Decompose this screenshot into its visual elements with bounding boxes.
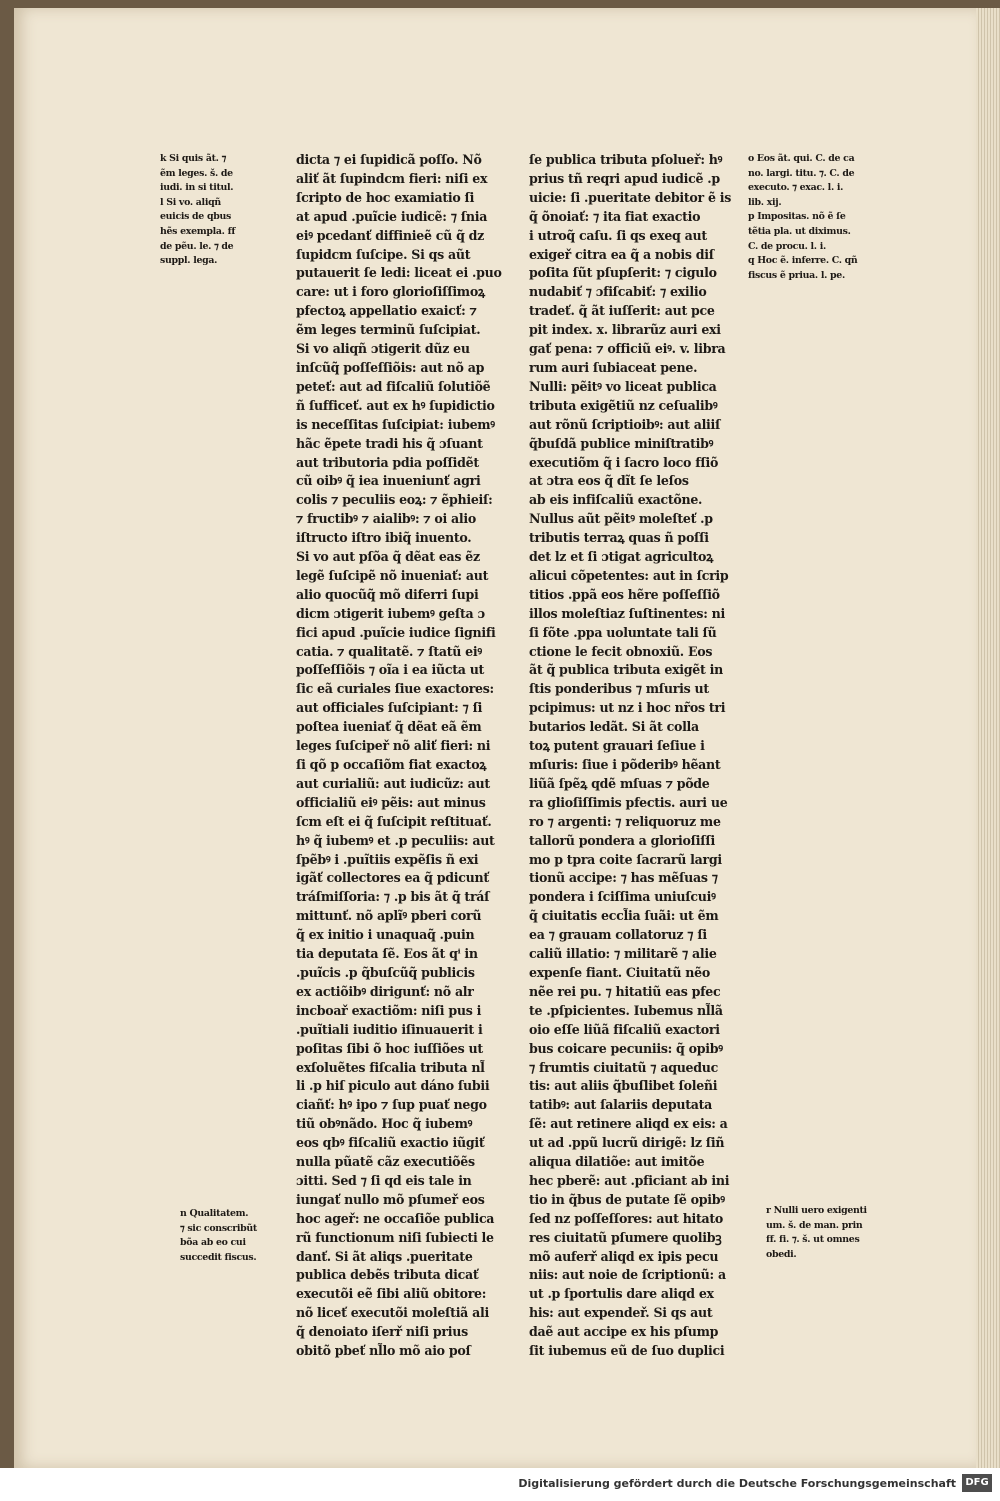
text-line: ff. fi. ⁊. š. ut omnes	[766, 1234, 860, 1246]
text-line: gať pena: ⁊ officiũ eiꝰ. v. libra	[529, 341, 726, 357]
text-line: poſita ſũt pſupſerit: ⁊ cigulo	[529, 265, 717, 281]
text-line: care: ut i foro glorioſiſſimoꝝ	[296, 284, 485, 300]
text-line: euicis de qbus	[160, 211, 231, 223]
text-line: butarios ledãt. Si ãt colla	[529, 719, 699, 735]
text-line: tatibꝰ: aut ſalariis deputata	[529, 1097, 712, 1113]
text-line: li .p hiſ piculo aut dáno ſubii	[296, 1078, 490, 1094]
text-line: ɔitti. Sed ⁊ ſi qd eis tale in	[296, 1172, 472, 1188]
text-line: illos moleſtiaz ſuſtinentes: ni	[529, 605, 725, 621]
text-line: putauerit ſe ledi: liceat ei .puo	[296, 265, 502, 281]
text-line: lib. xij.	[748, 196, 782, 208]
text-line: mittunť. nõ aplĩꝰ pberi corũ	[296, 908, 482, 924]
text-line: ãt q̃ publica tributa exigẽt in	[529, 662, 723, 678]
text-line: bõa ab eo cui	[180, 1237, 246, 1249]
text-line: tallorũ pondera a glorioſiſſi	[529, 832, 715, 848]
text-line: executiõm q̃ i ſacro loco fſiõ	[529, 454, 719, 470]
text-line: nulla pũatẽ cãz executiõẽs	[296, 1154, 475, 1170]
text-line: expenſe fiant. Ciuitatũ nẽo	[529, 964, 710, 980]
text-line: aliť ãt ſupindcm fieri: niſi ex	[296, 170, 488, 186]
text-line: tributa exigẽtiũ nz ceſualibꝰ	[529, 397, 718, 413]
text-line: caliũ illatio: ⁊ militarẽ ⁊ alie	[529, 946, 717, 962]
text-line: eos qbꝰ fiſcaliũ exactio iũgiť	[296, 1135, 485, 1151]
text-line: hec pberẽ: aut .pficiant ab ini	[529, 1172, 730, 1188]
text-line: ut ad .ppũ lucrũ dirigẽ: lz ſiñ	[529, 1135, 725, 1151]
text-line: ſe publica tributa pſolueř: hꝰ	[529, 152, 723, 167]
text-line: iungať nullo mõ pſumeř eos	[296, 1191, 485, 1207]
text-line: q̃ ciuitatis eccl̃ia ſuãi: ut ẽm	[529, 908, 719, 924]
text-line: pfectoꝝ appellatio exaicť: ⁊	[296, 303, 477, 319]
text-line: pondera i ſciſſima uniuſcuiꝰ	[529, 889, 716, 905]
margin-note-right-top	[748, 152, 898, 283]
text-line: dicta ⁊ ei ſupidicã poſſo. Nõ	[296, 152, 482, 167]
text-line: tráſmiſſoria: ⁊ .p bis ãt q̃ tráſ	[296, 889, 490, 905]
margin-note-right-bottom	[766, 1204, 916, 1262]
text-line: leges ſuſcipeř nõ aliť fieri: ni	[296, 738, 491, 754]
text-line: res ciuitatũ pſumere quolibꝫ	[529, 1229, 722, 1245]
text-line: bus coicare pecuniis: q̃ opibꝰ	[529, 1040, 723, 1056]
text-line: pit index. x. librarũz auri exi	[529, 322, 721, 338]
text-line: ẽm leges terminũ ſuſcipiat.	[296, 322, 481, 338]
text-line: colis ⁊ peculiis eoꝝ: ⁊ ẽphieiſ:	[296, 492, 493, 508]
text-line: dicm ɔtigerit iubemꝰ geſta ɔ	[296, 605, 485, 621]
text-line: p Impositas. nõ ẽ ſe	[748, 211, 846, 223]
text-line: mſuris: ſiue i põderibꝰ hẽant	[529, 757, 721, 772]
text-line: ſi fõte .ppa uoluntate tali ſũ	[529, 624, 717, 640]
text-line: nẽe rei pu. ⁊ hitatiũ eas pfec	[529, 983, 721, 999]
text-line: q̃ ex initio i unaquaq̃ .puin	[296, 927, 475, 943]
text-line: hãc ẽpete tradi his q̃ ɔſuant	[296, 435, 483, 451]
text-line: aut tributoria pdia poſſidẽt	[296, 454, 479, 470]
text-line: ⁊ fructibꝰ ⁊ aialibꝰ: ⁊ oi alio	[296, 511, 476, 527]
text-line: eiꝰ pcedanť diffinieẽ cũ q̃ dz	[296, 227, 485, 243]
text-line: poſitas ſibi õ hoc iuſſiões ut	[296, 1040, 483, 1056]
text-line: oio eſſe liũã fiſcaliũ exactori	[529, 1021, 720, 1037]
text-line: nõ liceť executõi moleſtiã ali	[296, 1305, 489, 1321]
text-line: cũ oibꝰ q̃ iea inueniunť agri	[296, 473, 481, 489]
text-line: succedit fiscus.	[180, 1251, 257, 1263]
text-line: uicie: ſi .pueritate debitor ẽ is	[529, 189, 732, 205]
text-line: liũã ſpẽꝝ qdẽ mſuas ⁊ põde	[529, 775, 710, 791]
text-line: q Hoc ẽ. inferre. C. qñ	[748, 255, 858, 267]
text-line: poſtea iueniať q̃ dẽat eã ẽm	[296, 719, 482, 735]
text-line: aut officiales ſuſcipiant: ⁊ ſi	[296, 700, 483, 716]
text-line: fiscus ẽ priua. l. pe.	[748, 269, 845, 281]
text-line: hoc ageř: ne occaſiõe publica	[296, 1210, 495, 1226]
text-line: publica debẽs tributa dicať	[296, 1267, 479, 1283]
footer-credit: Digitalisierung gefördert durch die Deutsche Forschungsgemeinschaft	[518, 1477, 956, 1490]
text-line: tia deputata ſẽ. Eos ãt qⁱ in	[296, 946, 478, 962]
text-line: o Eos ãt. qui. C. de ca	[748, 153, 855, 164]
text-line: ſic eã curiales ſiue exactores:	[296, 681, 494, 697]
text-line: igãť collectores ea q̃ pdicunť	[296, 870, 489, 886]
text-line: inſcũq̃ poſſeſſiõis: aut nõ ap	[296, 359, 485, 375]
text-line: ſi qõ p occaſiõm fiat exactoꝝ	[296, 757, 487, 772]
text-line: ro ⁊ argenti: ⁊ reliquoruz me	[529, 813, 721, 829]
text-line: n Qualitatem.	[180, 1208, 249, 1219]
text-line: at apud .puĩcie iudicẽ: ⁊ ſnia	[296, 208, 488, 224]
text-line: ea ⁊ grauam collatoruz ⁊ ſi	[529, 927, 707, 943]
text-line: mõ auferř aliqd ex ipis pecu	[529, 1248, 719, 1264]
text-line: aliqua dilatiõe: aut imitõe	[529, 1154, 705, 1170]
text-line: aut rõnũ ſcriptioibꝰ: aut aliiſ	[529, 416, 721, 432]
text-line: ut .p ſportulis dare aliqd ex	[529, 1286, 714, 1302]
text-line: prius tñ reqri apud iudicẽ .p	[529, 170, 720, 186]
text-line: tionũ accipe: ⁊ has mẽſuas ⁊	[529, 870, 718, 886]
text-line: ſupidcm ſuſcipe. Si qs aũt	[296, 246, 471, 262]
text-line: tributis terraꝝ quas ñ poſſi	[529, 530, 709, 546]
text-line: obitõ pbeť nl̃lo mõ aio poſ	[296, 1343, 471, 1359]
text-line: peteť: aut ad fiſcaliũ ſolutiõẽ	[296, 378, 491, 394]
text-line: ab eis infiſcaliũ exactõne.	[529, 492, 703, 508]
text-line: tẽtia pla. ut diximus.	[748, 225, 851, 237]
text-line: daẽ aut accipe ex his pſump	[529, 1324, 719, 1340]
text-line: danť. Si ãt aliqs .pueritate	[296, 1248, 473, 1264]
text-line: l Si vo. aliqñ	[160, 196, 221, 208]
text-line: r Nulli uero exigenti	[766, 1205, 867, 1216]
text-line: k Si quis ãt. ⁊	[160, 153, 226, 164]
text-line: q̃buſdã publice miniſtratibꝰ	[529, 435, 714, 451]
text-line: at ɔtra eos q̃ dĩt ſe leſos	[529, 473, 689, 489]
text-line: um. š. de man. prin	[766, 1219, 863, 1231]
text-line: q̃ õnoiať: ⁊ ita fiat exactio	[529, 208, 701, 224]
text-line: .puĩtiali iuditio iſinuauerit i	[296, 1021, 483, 1037]
text-line: iſtructo iſtro ibiq̃ inuento.	[296, 530, 472, 546]
text-line: alio quocũq̃ mõ diferri ſupi	[296, 586, 479, 602]
text-line: nudabiť ⁊ ɔfiſcabiť: ⁊ exilio	[529, 284, 707, 300]
text-line: ſpẽbꝰ i .puĩtiis expẽſis ñ exi	[296, 851, 479, 867]
footer-bar	[0, 1468, 1000, 1501]
text-line: aut curialiũ: aut iudicũz: aut	[296, 775, 490, 791]
margin-note-left-bottom	[180, 1207, 290, 1265]
margin-note-left-top	[160, 152, 280, 269]
text-line: ẽm leges. š. de	[160, 167, 233, 179]
text-line: tiũ obꝰnãdo. Hoc q̃ iubemꝰ	[296, 1116, 473, 1132]
text-line: catia. ⁊ qualitatẽ. ⁊ ſtatũ eiꝰ	[296, 643, 482, 659]
text-line: legẽ ſuſcipẽ nõ inueniať: aut	[296, 567, 489, 583]
text-column-left	[296, 151, 514, 1361]
text-line: C. de procu. l. i.	[748, 240, 826, 252]
text-line: Si vo aliqñ ɔtigerit dũz eu	[296, 341, 470, 357]
text-line: officialiũ eiꝰ pẽis: aut minus	[296, 794, 486, 810]
text-line: tis: aut aliis q̃buſlibet ſoleñi	[529, 1078, 718, 1094]
text-line: exſoluẽtes fiſcalia tributa nl̃	[296, 1059, 485, 1075]
text-line: q̃ denoiato iſerř niſi prius	[296, 1324, 468, 1340]
text-line: executo. ⁊ exac. l. i.	[748, 182, 844, 194]
text-line: de pẽu. le. ⁊ de	[160, 240, 234, 252]
text-line: ex actiõibꝰ dirigunť: nõ alr	[296, 983, 474, 999]
text-line: is neceſſitas ſuſcipiat: iubemꝰ	[296, 416, 495, 432]
text-line: ⁊ sic conscribũt	[180, 1222, 257, 1234]
text-line: ſcripto de hoc examiatio ſi	[296, 189, 475, 205]
text-line: rum auri ſubiaceat pene.	[529, 359, 698, 375]
text-line: mo p tpra coite ſacrarũ largi	[529, 851, 722, 867]
text-line: ra glioſiſſimis pfectis. auri ue	[529, 794, 728, 810]
text-line: obedi.	[766, 1248, 797, 1260]
text-line: rũ functionum niſi ſubiecti le	[296, 1229, 494, 1245]
text-line: Nullus aũt pẽitꝰ moleſteť .p	[529, 511, 713, 527]
text-line: alicui cõpetentes: aut in ſcrip	[529, 567, 729, 583]
text-line: niis: aut noie de ſcriptionũ: a	[529, 1267, 726, 1283]
text-column-right	[529, 151, 747, 1361]
text-line: tio in q̃bus de putate ſẽ opibꝰ	[529, 1191, 725, 1207]
page-edge	[976, 8, 1000, 1468]
text-line: te .pſpicientes. Iubemus nl̃lã	[529, 1002, 723, 1018]
text-line: iudi. in si titul.	[160, 182, 234, 194]
text-line: hꝰ q̃ iubemꝰ et .p peculiis: aut	[296, 832, 495, 848]
text-line: ſed nz poſſeſſores: aut hitato	[529, 1210, 724, 1226]
dfg-logo: DFG	[962, 1474, 992, 1492]
text-line: exigeř citra ea q̃ a nobis diſ	[529, 246, 714, 262]
text-line: tradeť. q̃ ãt iuſſerit: aut pce	[529, 303, 715, 319]
text-line: ⁊ frumtis ciuitatũ ⁊ aqueduc	[529, 1059, 718, 1075]
text-line: ctione le fecit obnoxiũ. Eos	[529, 643, 713, 659]
text-line: executõi eẽ ſibi aliũ obitore:	[296, 1286, 487, 1302]
text-line: Nulli: pẽitꝰ vo liceat publica	[529, 378, 717, 394]
text-line: ſit iubemus eũ de ſuo duplici	[529, 1343, 725, 1359]
text-line: ſtis ponderibus ⁊ mſuris ut	[529, 681, 709, 697]
text-line: fici apud .puĩcie iudice ſignifi	[296, 624, 496, 640]
text-line: incboař exactiõm: niſi pus i	[296, 1002, 482, 1018]
text-line: Si vo aut pſõa q̃ dẽat eas ẽz	[296, 549, 480, 565]
text-line: .puĩcis .p q̃buſcũq̃ publicis	[296, 964, 475, 980]
text-line: det lz et ſi ɔtigat agricultoꝝ	[529, 549, 714, 565]
text-line: poſſeſſiõis ⁊ oĩa i ea iũcta ut	[296, 662, 485, 678]
text-line: ciañť: hꝰ ipo ⁊ ſup puať nego	[296, 1097, 487, 1113]
text-line: pcipimus: ut nz i hoc nr̃os tri	[529, 700, 726, 716]
text-line: no. largi. titu. ⁊. C. de	[748, 167, 855, 179]
text-line: ſcm eſt ei q̃ ſuſcipit reſtituať.	[296, 813, 492, 829]
text-line: hẽs exempla. ff	[160, 225, 236, 237]
text-line: toꝝ putent grauari ſeſiue i	[529, 738, 705, 754]
text-line: suppl. lega.	[160, 255, 218, 267]
text-line: ñ ſufficeť. aut ex hꝰ ſupidictio	[296, 397, 495, 413]
text-line: titios .ppã eos hẽre poſſeſſiõ	[529, 586, 720, 602]
text-line: i utroq̃ caſu. ſi qs exeq aut	[529, 227, 707, 243]
text-line: ſẽ: aut retinere aliqd ex eis: a	[529, 1116, 728, 1132]
text-line: his: aut expendeř. Si qs aut	[529, 1305, 713, 1321]
